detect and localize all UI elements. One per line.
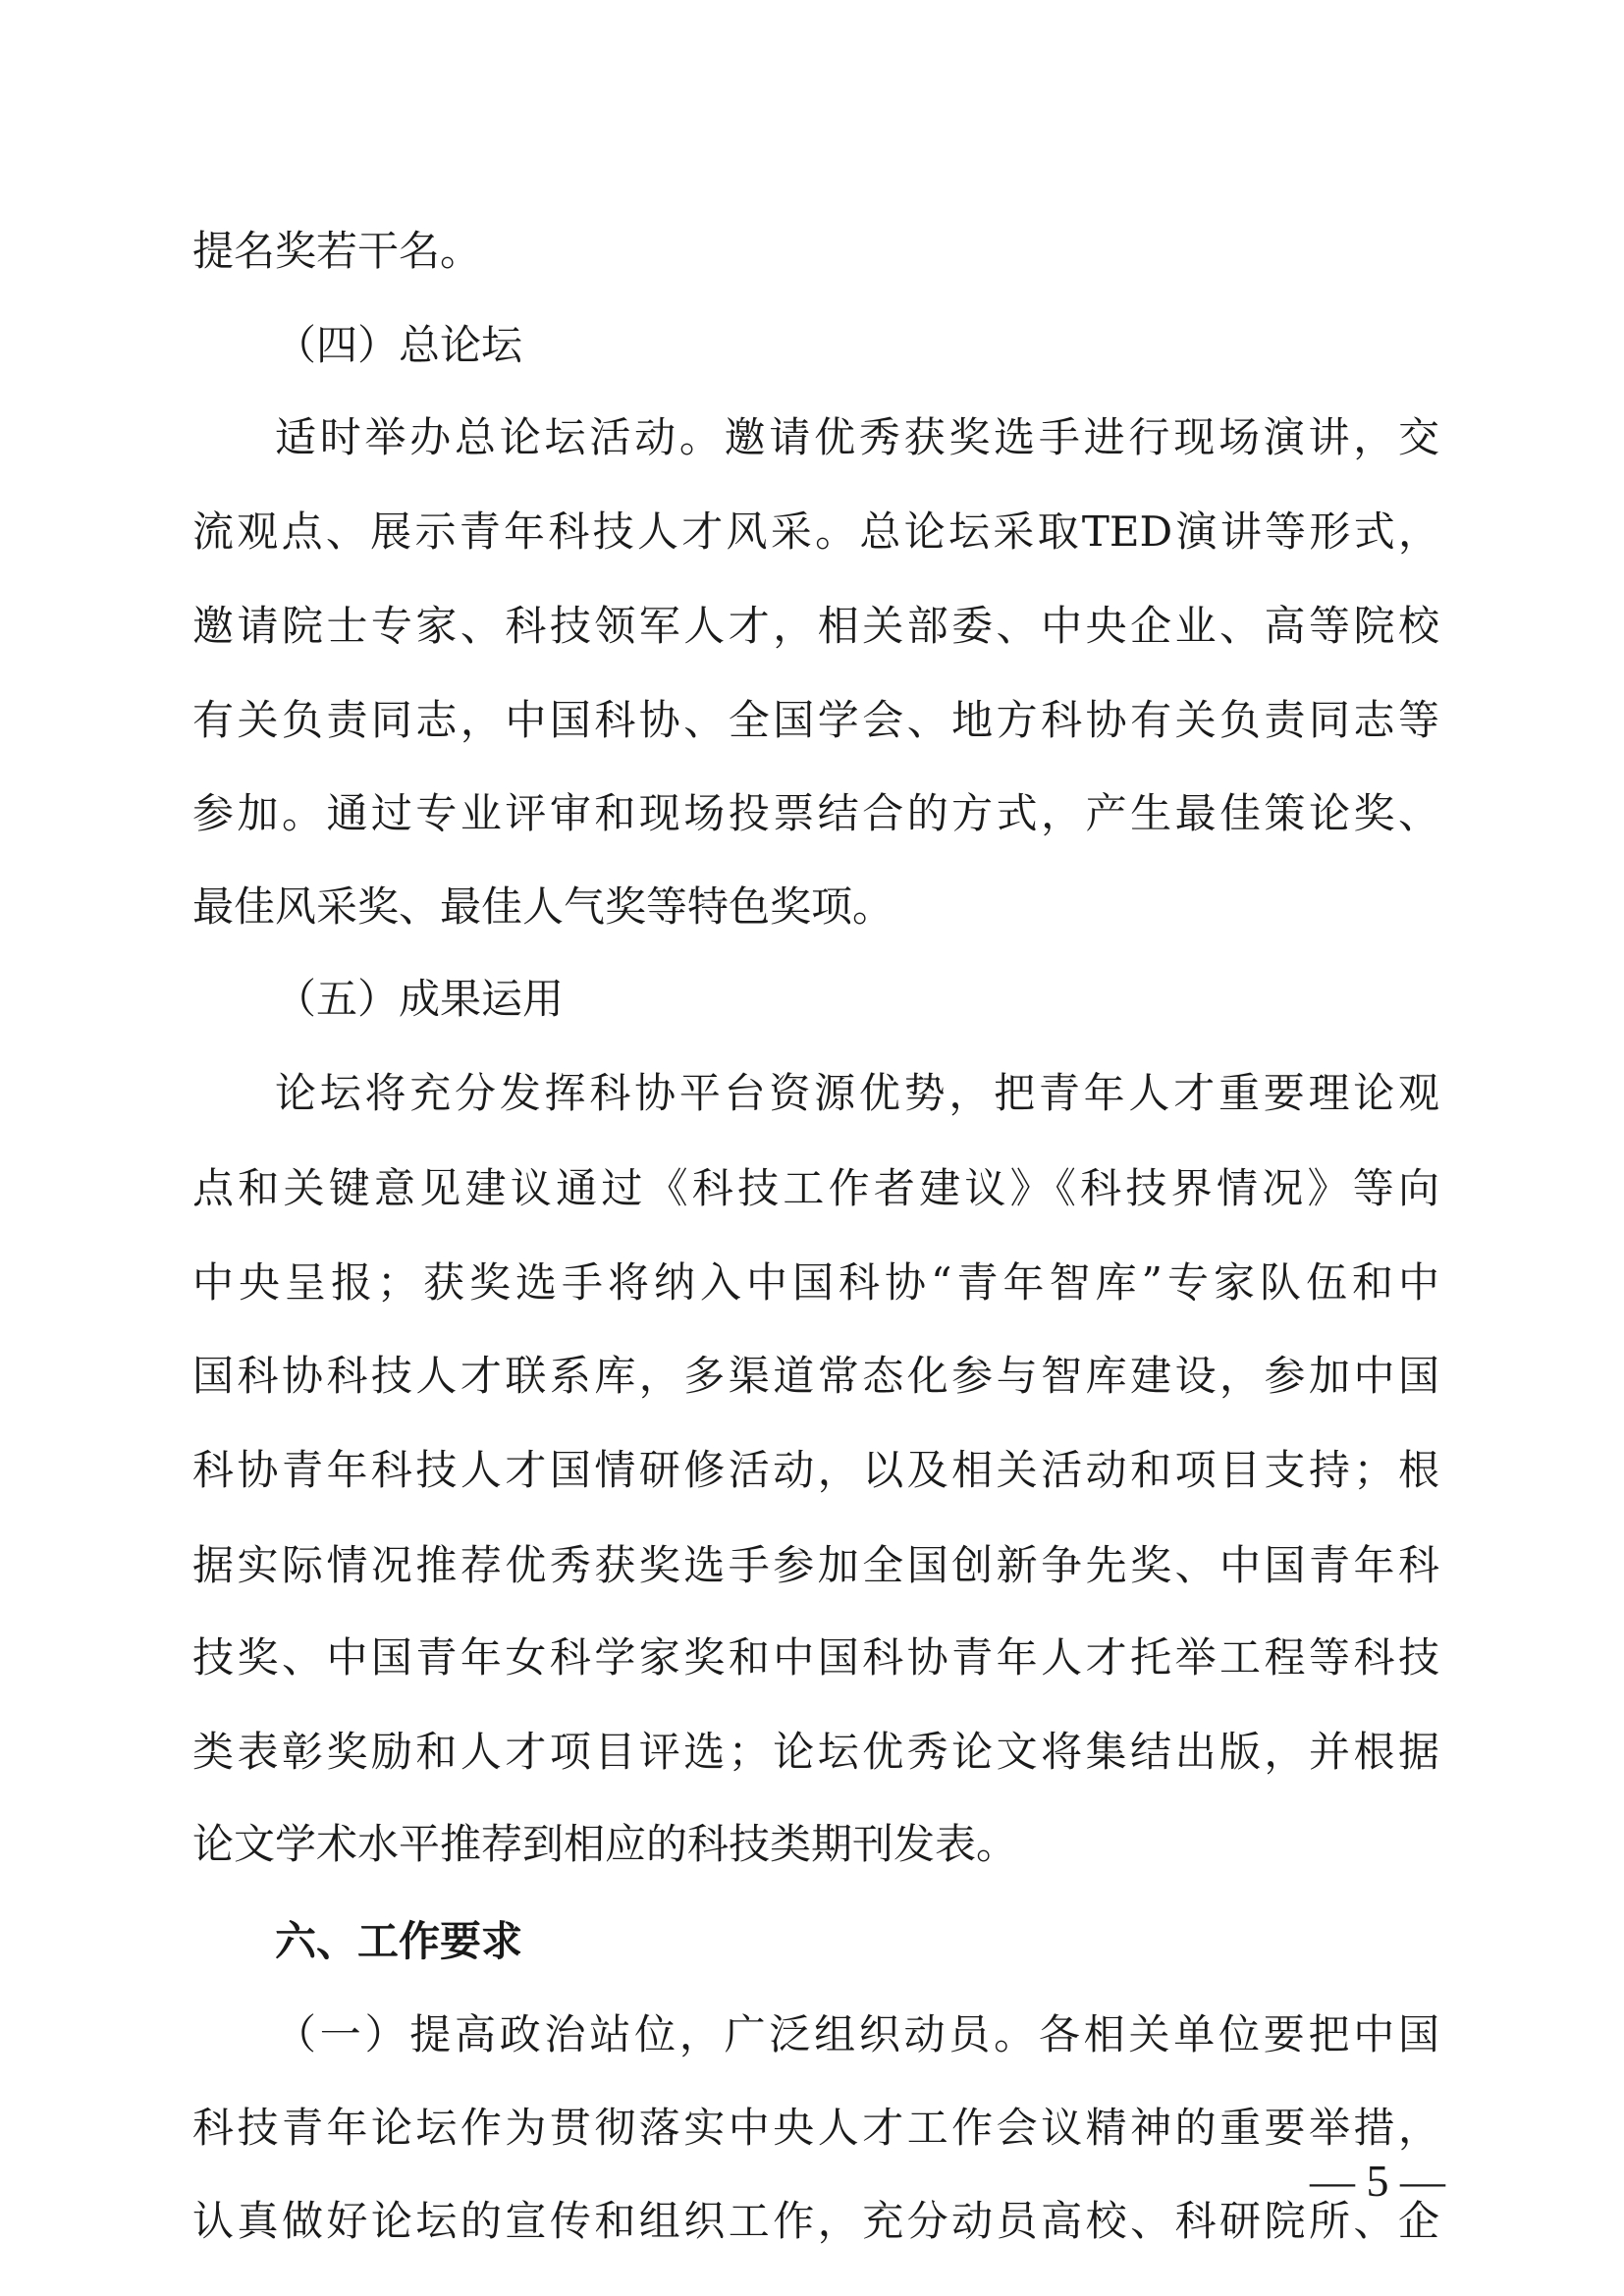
paragraph-line: 科协青年科技人才国情研修活动，以及相关活动和项目支持；根 bbox=[192, 1446, 1439, 1494]
paragraph-line: 参加。通过专业评审和现场投票结合的方式，产生最佳策论奖、 bbox=[192, 789, 1439, 837]
paragraph-line: 据实际情况推荐优秀获奖选手参加全国创新争先奖、中国青年科 bbox=[192, 1541, 1439, 1589]
paragraph-line: 论坛将充分发挥科协平台资源优势，把青年人才重要理论观 bbox=[275, 1069, 1439, 1117]
paragraph-line: 技奖、中国青年女科学家奖和中国科协青年人才托举工程等科技 bbox=[192, 1633, 1439, 1682]
paragraph-line: 中央呈报；获奖选手将纳入中国科协“青年智库”专家队伍和中 bbox=[192, 1258, 1439, 1307]
section-heading-six: 六、工作要求 bbox=[275, 1917, 523, 1965]
paragraph-line: （一）提高政治站位，广泛组织动员。各相关单位要把中国 bbox=[275, 2010, 1439, 2058]
paragraph-line: 国科协科技人才联系库，多渠道常态化参与智库建设，参加中国 bbox=[192, 1352, 1439, 1400]
paragraph-line: 点和关键意见建议通过《科技工作者建议》《科技界情况》等向 bbox=[192, 1164, 1439, 1212]
paragraph-line: 邀请院士专家、科技领军人才，相关部委、中央企业、高等院校 bbox=[192, 602, 1439, 650]
paragraph-line: 提名奖若干名。 bbox=[192, 227, 482, 275]
section-heading-four: （四）总论坛 bbox=[275, 321, 523, 369]
paragraph-line: 流观点、展示青年科技人才风采。总论坛采取TED演讲等形式， bbox=[192, 507, 1439, 556]
paragraph-line: 科技青年论坛作为贯彻落实中央人才工作会议精神的重要举措， bbox=[192, 2104, 1439, 2152]
paragraph-line: 最佳风采奖、最佳人气奖等特色奖项。 bbox=[192, 882, 894, 931]
paragraph-line: 适时举办总论坛活动。邀请优秀获奖选手进行现场演讲，交 bbox=[275, 413, 1439, 461]
paragraph-line: 类表彰奖励和人才项目评选；论坛优秀论文将集结出版，并根据 bbox=[192, 1728, 1439, 1776]
paragraph-line: 论文学术水平推荐到相应的科技类期刊发表。 bbox=[192, 1820, 1018, 1868]
paragraph-line: 认真做好论坛的宣传和组织工作，充分动员高校、科研院所、企 bbox=[192, 2197, 1439, 2245]
page-number: — 5 — bbox=[1310, 2156, 1445, 2206]
section-heading-five: （五）成果运用 bbox=[275, 975, 565, 1023]
paragraph-line: 有关负责同志，中国科协、全国学会、地方科协有关负责同志等 bbox=[192, 696, 1439, 744]
